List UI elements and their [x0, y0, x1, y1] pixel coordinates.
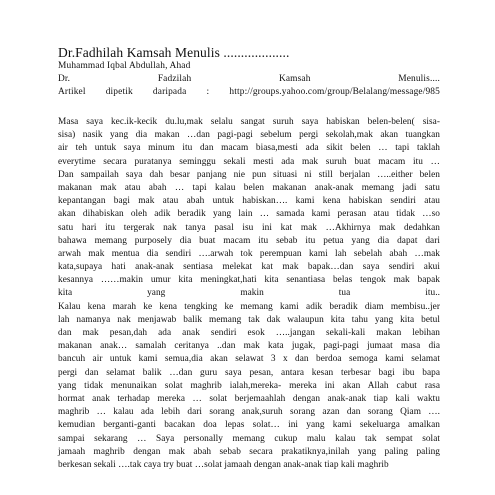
header-word: Menulis.... [398, 74, 440, 84]
body-line: pergi dan selamat balik …dan guru saya pesan, antara kesan terbesar bagi ibu bapa [58, 367, 440, 378]
document-title: Dr.Fadhilah Kamsah Menulis ................... [58, 45, 290, 60]
body-line: bahawa memang purposely dia buat macam itu sebab itu petua yang dia dapat dari [58, 235, 440, 246]
body-line: arwah mak mentua dia sendiri ….arwah tok perempuan kami lah sebelah abah …mak [58, 248, 440, 259]
body-line: satu hari itu tergerak nak tanya pasal isu ini kat mak …Akhirnya mak dedahkan [58, 222, 440, 233]
body-line: air teh untuk saya minum itu dan macam biasa,mesti ada sikit belen … tapi taklah [58, 143, 440, 154]
header-word: Dr. [58, 74, 71, 84]
article-body [58, 116, 440, 472]
body-line: berkesan sekali ….tak caya try buat …solat jamaah dengan anak-anak tiap kali maghrib [58, 459, 389, 470]
source-word: : [206, 87, 210, 97]
header-word: Fadzilah [157, 74, 192, 84]
body-line: bancuh air untuk kami semua,dia akan selawat 3 x dan berdoa semoga kami selamat [58, 354, 440, 365]
author-line: Muhammad Iqbal Abdullah, Ahad [58, 61, 191, 71]
body-line: Kalau kena marah ke kena tengking ke memang kami adik beradik diam membisu..jer [58, 301, 440, 312]
body-line: makanan mak atau abah … tapi kalau belen makanan anak-anak memang jadi satu [58, 182, 440, 193]
body-line: Dan sampailah saya dah besar panjang nie pun situasi ni still berjalan …..either belen [58, 169, 440, 180]
source-word: dipetik [105, 87, 133, 97]
body-line: lah namanya nak menjawab balik memang tak dak walaupun kita tahu yang kita betul [58, 314, 440, 325]
source-url: http://groups.yahoo.com/group/Belalang/message/985 [229, 87, 440, 97]
header-word: Kamsah [278, 74, 311, 84]
body-line: kesannya ……makin umur kita meningkat,hati kita senantiasa belas tengok mak bapak [58, 275, 440, 286]
source-word: daripada [152, 87, 187, 97]
source-word: Artikel [58, 87, 86, 97]
body-line: kemudian berganti-ganti bacakan doa lepas solat… ini yang kami sekeluarga amalkan [58, 420, 440, 431]
body-line: hormat anak terhadap mereka … solat berjemaahlah dengan anak-anak tiap kali waktu [58, 393, 440, 404]
body-line: dan mak pesan,dah ada anak sendiri esok …..jangan sekali-kali makan lebihan [58, 328, 440, 338]
body-line: makanan anak… samalah ceritanya ..dan mak kata jugak, pagi-pagi jumaat masa dia [58, 341, 440, 352]
body-line: jamaah maghrib dengan mak abah sebab secara prakatiknya,inilah yang paling paling [58, 446, 440, 457]
body-line: kata,supaya hati anak-anak sentiasa melekat kat mak bapak…dan saya sendiri akui [58, 262, 440, 273]
repeated-title-row [58, 74, 440, 85]
source-line [58, 87, 440, 98]
body-line: Masa saya kec.ik-kecik du.lu,mak selalu sangat suruh saya habiskan belen-belen( sisa- [58, 117, 440, 127]
body-line: kepantangan bagi mak atau abah untuk habiskan…. kami kena habiskan sendiri atau [58, 196, 440, 207]
body-line: yang tidak menunaikan solat maghrib ialah,mereka- mereka ini akan Allah cabut rasa [58, 380, 440, 391]
body-line: kita yang makin tua itu.. [58, 288, 440, 299]
body-line: sisa) nasik yang dia makan …dan pagi-pagi sebelum pergi sekolah,mak akan tuangkan [58, 130, 440, 141]
body-line: sampai sekarang … Saya personally memang cukup malu kalau tak sempat solat [58, 433, 440, 444]
body-line: everytime secara puratanya seminggu sekali mesti ada mak suruh buat macam itu … [58, 156, 440, 167]
body-line: maghrib … kalau ada lebih dari sorang anak,suruh sorang azan dan sorang Qiam …. [58, 407, 440, 418]
body-line: akan dihabiskan oleh adik beradik yang lain … samada kami perasan atau tidak …so [58, 209, 440, 220]
